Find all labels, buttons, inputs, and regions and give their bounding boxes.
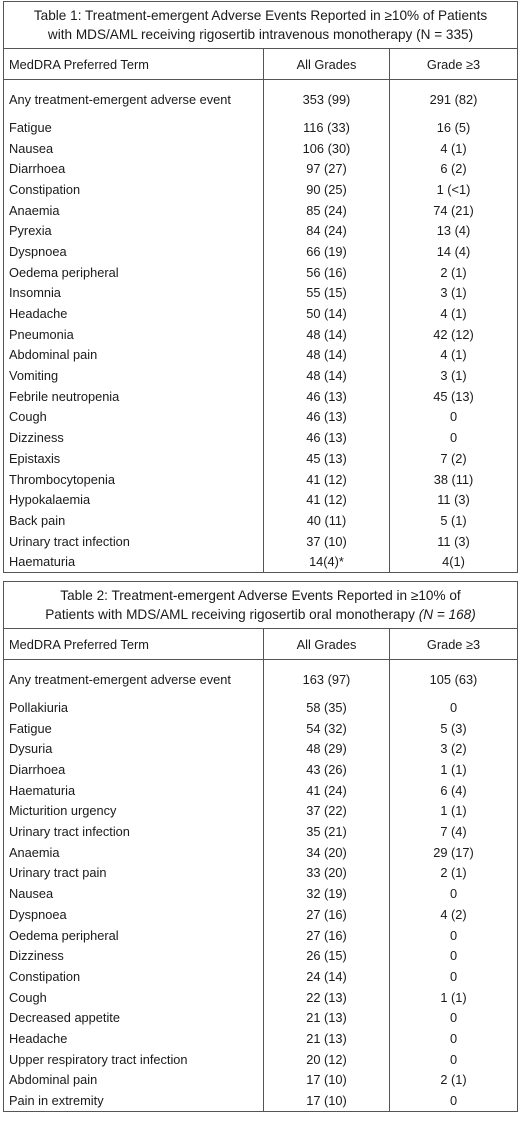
cell-term: Fatigue	[4, 718, 264, 739]
cell-grade3: 0	[390, 1090, 518, 1111]
cell-all-grades: 41 (24)	[264, 780, 390, 801]
table-row	[4, 117, 518, 138]
cell-term: Nausea	[4, 883, 264, 904]
table-row	[4, 883, 518, 904]
cell-all-grades: 46 (13)	[264, 407, 390, 428]
cell-term: Insomnia	[4, 283, 264, 304]
cell-all-grades: 41 (12)	[264, 469, 390, 490]
table-row	[4, 842, 518, 863]
cell-grade3: 2 (1)	[390, 863, 518, 884]
table-row	[4, 80, 518, 118]
table-row	[4, 697, 518, 718]
cell-all-grades: 14(4)*	[264, 551, 390, 572]
cell-grade3: 4 (2)	[390, 904, 518, 925]
cell-term: Epistaxis	[4, 448, 264, 469]
table-row	[4, 200, 518, 221]
cell-grade3: 105 (63)	[390, 660, 518, 698]
cell-term: Haematuria	[4, 551, 264, 572]
cell-all-grades: 48 (14)	[264, 345, 390, 366]
cell-all-grades: 32 (19)	[264, 883, 390, 904]
cell-term: Pyrexia	[4, 220, 264, 241]
table-2-header-row	[4, 629, 518, 660]
table-row	[4, 386, 518, 407]
cell-grade3: 1 (1)	[390, 987, 518, 1008]
table-row	[4, 220, 518, 241]
cell-grade3: 5 (1)	[390, 510, 518, 531]
cell-term: Dysuria	[4, 739, 264, 760]
table-1-caption-line-1: Table 1: Treatment-emergent Adverse Events Reported in ≥10% of Patients	[33, 8, 488, 23]
cell-term: Anaemia	[4, 200, 264, 221]
cell-all-grades: 90 (25)	[264, 179, 390, 200]
table-1-header-all-grades: All Grades	[264, 49, 390, 80]
table-2-header-all-grades: All Grades	[264, 629, 390, 660]
cell-all-grades: 37 (10)	[264, 531, 390, 552]
cell-all-grades: 66 (19)	[264, 241, 390, 262]
table-2-caption	[4, 582, 518, 629]
cell-term: Headache	[4, 303, 264, 324]
cell-grade3: 4 (1)	[390, 303, 518, 324]
cell-all-grades: 17 (10)	[264, 1070, 390, 1091]
cell-grade3: 0	[390, 407, 518, 428]
cell-all-grades: 106 (30)	[264, 138, 390, 159]
cell-term: Fatigue	[4, 117, 264, 138]
cell-all-grades: 116 (33)	[264, 117, 390, 138]
cell-grade3: 0	[390, 697, 518, 718]
table-row	[4, 489, 518, 510]
cell-term: Constipation	[4, 966, 264, 987]
table-row	[4, 283, 518, 304]
cell-term: Back pain	[4, 510, 264, 531]
cell-all-grades: 54 (32)	[264, 718, 390, 739]
table-2-caption-line-2-text: Patients with MDS/AML receiving rigosertib oral monotherapy	[45, 607, 419, 623]
cell-term: Thrombocytopenia	[4, 469, 264, 490]
cell-term: Abdominal pain	[4, 1070, 264, 1091]
cell-term: Haematuria	[4, 780, 264, 801]
cell-all-grades: 45 (13)	[264, 448, 390, 469]
document-page	[0, 1, 520, 1145]
cell-term: Cough	[4, 407, 264, 428]
cell-grade3: 1 (1)	[390, 759, 518, 780]
cell-term: Oedema peripheral	[4, 925, 264, 946]
table-row	[4, 407, 518, 428]
cell-grade3: 3 (2)	[390, 739, 518, 760]
cell-all-grades: 33 (20)	[264, 863, 390, 884]
cell-all-grades: 48 (29)	[264, 739, 390, 760]
table-row	[4, 925, 518, 946]
cell-all-grades: 48 (14)	[264, 324, 390, 345]
cell-grade3: 11 (3)	[390, 531, 518, 552]
cell-all-grades: 35 (21)	[264, 821, 390, 842]
table-row	[4, 759, 518, 780]
table-1-caption	[4, 2, 518, 49]
table-2-body	[4, 582, 518, 1112]
table-row	[4, 1007, 518, 1028]
cell-term: Urinary tract infection	[4, 531, 264, 552]
cell-term: Diarrhoea	[4, 759, 264, 780]
cell-all-grades: 40 (11)	[264, 510, 390, 531]
cell-grade3: 2 (1)	[390, 262, 518, 283]
table-row	[4, 241, 518, 262]
cell-all-grades: 21 (13)	[264, 1028, 390, 1049]
table-2-caption-line-1: Table 2: Treatment-emergent Adverse Events Reported in ≥10% of	[60, 588, 461, 604]
cell-grade3: 5 (3)	[390, 718, 518, 739]
table-1-header-grade3: Grade ≥3	[390, 49, 518, 80]
cell-all-grades: 17 (10)	[264, 1090, 390, 1111]
cell-all-grades: 84 (24)	[264, 220, 390, 241]
table-row	[4, 821, 518, 842]
table-row	[4, 551, 518, 572]
cell-grade3: 6 (2)	[390, 158, 518, 179]
table-row	[4, 531, 518, 552]
table-1-header-term: MedDRA Preferred Term	[4, 49, 264, 80]
cell-term: Any treatment-emergent adverse event	[4, 660, 264, 698]
cell-grade3: 7 (4)	[390, 821, 518, 842]
cell-term: Urinary tract infection	[4, 821, 264, 842]
cell-term: Oedema peripheral	[4, 262, 264, 283]
cell-all-grades: 55 (15)	[264, 283, 390, 304]
table-row	[4, 345, 518, 366]
cell-term: Pollakiuria	[4, 697, 264, 718]
cell-grade3: 4 (1)	[390, 345, 518, 366]
cell-all-grades: 58 (35)	[264, 697, 390, 718]
cell-term: Anaemia	[4, 842, 264, 863]
cell-all-grades: 43 (26)	[264, 759, 390, 780]
cell-grade3: 3 (1)	[390, 365, 518, 386]
cell-grade3: 16 (5)	[390, 117, 518, 138]
table-2	[3, 581, 518, 1112]
cell-term: Diarrhoea	[4, 158, 264, 179]
cell-all-grades: 27 (16)	[264, 904, 390, 925]
cell-grade3: 291 (82)	[390, 80, 518, 118]
cell-all-grades: 46 (13)	[264, 386, 390, 407]
cell-term: Dizziness	[4, 945, 264, 966]
cell-all-grades: 163 (97)	[264, 660, 390, 698]
cell-grade3: 0	[390, 1028, 518, 1049]
table-row	[4, 987, 518, 1008]
cell-grade3: 13 (4)	[390, 220, 518, 241]
cell-term: Pneumonia	[4, 324, 264, 345]
cell-all-grades: 34 (20)	[264, 842, 390, 863]
table-1-body	[4, 2, 518, 573]
table-row	[4, 510, 518, 531]
table-row	[4, 179, 518, 200]
table-row	[4, 1028, 518, 1049]
cell-all-grades: 85 (24)	[264, 200, 390, 221]
cell-grade3: 0	[390, 883, 518, 904]
cell-term: Decreased appetite	[4, 1007, 264, 1028]
cell-grade3: 45 (13)	[390, 386, 518, 407]
table-row	[4, 739, 518, 760]
table-2-caption-line-2	[10, 605, 511, 624]
cell-grade3: 0	[390, 427, 518, 448]
cell-term: Dyspnoea	[4, 904, 264, 925]
cell-all-grades: 41 (12)	[264, 489, 390, 510]
cell-term: Nausea	[4, 138, 264, 159]
cell-all-grades: 22 (13)	[264, 987, 390, 1008]
cell-all-grades: 26 (15)	[264, 945, 390, 966]
cell-grade3: 14 (4)	[390, 241, 518, 262]
table-row	[4, 262, 518, 283]
cell-all-grades: 27 (16)	[264, 925, 390, 946]
table-row	[4, 1070, 518, 1091]
cell-term: Abdominal pain	[4, 345, 264, 366]
cell-all-grades: 353 (99)	[264, 80, 390, 118]
table-row	[4, 427, 518, 448]
cell-grade3: 0	[390, 925, 518, 946]
table-row	[4, 365, 518, 386]
table-row	[4, 1090, 518, 1111]
cell-grade3: 1 (1)	[390, 801, 518, 822]
table-2-caption-n: (N = 168)	[418, 607, 476, 623]
cell-grade3: 42 (12)	[390, 324, 518, 345]
cell-all-grades: 24 (14)	[264, 966, 390, 987]
cell-all-grades: 50 (14)	[264, 303, 390, 324]
table-row	[4, 138, 518, 159]
table-row	[4, 904, 518, 925]
cell-grade3: 0	[390, 945, 518, 966]
cell-grade3: 38 (11)	[390, 469, 518, 490]
table-1	[3, 1, 518, 573]
cell-all-grades: 37 (22)	[264, 801, 390, 822]
cell-grade3: 1 (<1)	[390, 179, 518, 200]
cell-term: Constipation	[4, 179, 264, 200]
cell-term: Dizziness	[4, 427, 264, 448]
cell-grade3: 0	[390, 1049, 518, 1070]
table-row	[4, 718, 518, 739]
table-1-header-row	[4, 49, 518, 80]
cell-term: Urinary tract pain	[4, 863, 264, 884]
table-row	[4, 1049, 518, 1070]
table-row	[4, 303, 518, 324]
cell-all-grades: 56 (16)	[264, 262, 390, 283]
table-row	[4, 448, 518, 469]
cell-grade3: 29 (17)	[390, 842, 518, 863]
cell-all-grades: 48 (14)	[264, 365, 390, 386]
cell-term: Cough	[4, 987, 264, 1008]
table-row	[4, 801, 518, 822]
table-gap	[3, 573, 517, 581]
table-row	[4, 945, 518, 966]
table-2-header-grade3: Grade ≥3	[390, 629, 518, 660]
cell-all-grades: 46 (13)	[264, 427, 390, 448]
cell-grade3: 0	[390, 966, 518, 987]
cell-term: Vomiting	[4, 365, 264, 386]
table-row	[4, 324, 518, 345]
cell-grade3: 4(1)	[390, 551, 518, 572]
cell-term: Dyspnoea	[4, 241, 264, 262]
cell-grade3: 11 (3)	[390, 489, 518, 510]
cell-all-grades: 20 (12)	[264, 1049, 390, 1070]
cell-grade3: 74 (21)	[390, 200, 518, 221]
cell-grade3: 0	[390, 1007, 518, 1028]
table-row	[4, 966, 518, 987]
table-row	[4, 158, 518, 179]
table-2-header-term: MedDRA Preferred Term	[4, 629, 264, 660]
cell-term: Any treatment-emergent adverse event	[4, 80, 264, 118]
table-row	[4, 780, 518, 801]
cell-grade3: 6 (4)	[390, 780, 518, 801]
cell-term: Upper respiratory tract infection	[4, 1049, 264, 1070]
cell-grade3: 4 (1)	[390, 138, 518, 159]
cell-grade3: 7 (2)	[390, 448, 518, 469]
cell-grade3: 3 (1)	[390, 283, 518, 304]
table-row	[4, 660, 518, 698]
cell-term: Micturition urgency	[4, 801, 264, 822]
cell-all-grades: 21 (13)	[264, 1007, 390, 1028]
cell-all-grades: 97 (27)	[264, 158, 390, 179]
cell-term: Pain in extremity	[4, 1090, 264, 1111]
table-row	[4, 469, 518, 490]
cell-term: Febrile neutropenia	[4, 386, 264, 407]
table-row	[4, 863, 518, 884]
cell-grade3: 2 (1)	[390, 1070, 518, 1091]
table-1-caption-line-2: with MDS/AML receiving rigosertib intravenous monotherapy (N = 335)	[47, 27, 474, 42]
cell-term: Headache	[4, 1028, 264, 1049]
cell-term: Hypokalaemia	[4, 489, 264, 510]
